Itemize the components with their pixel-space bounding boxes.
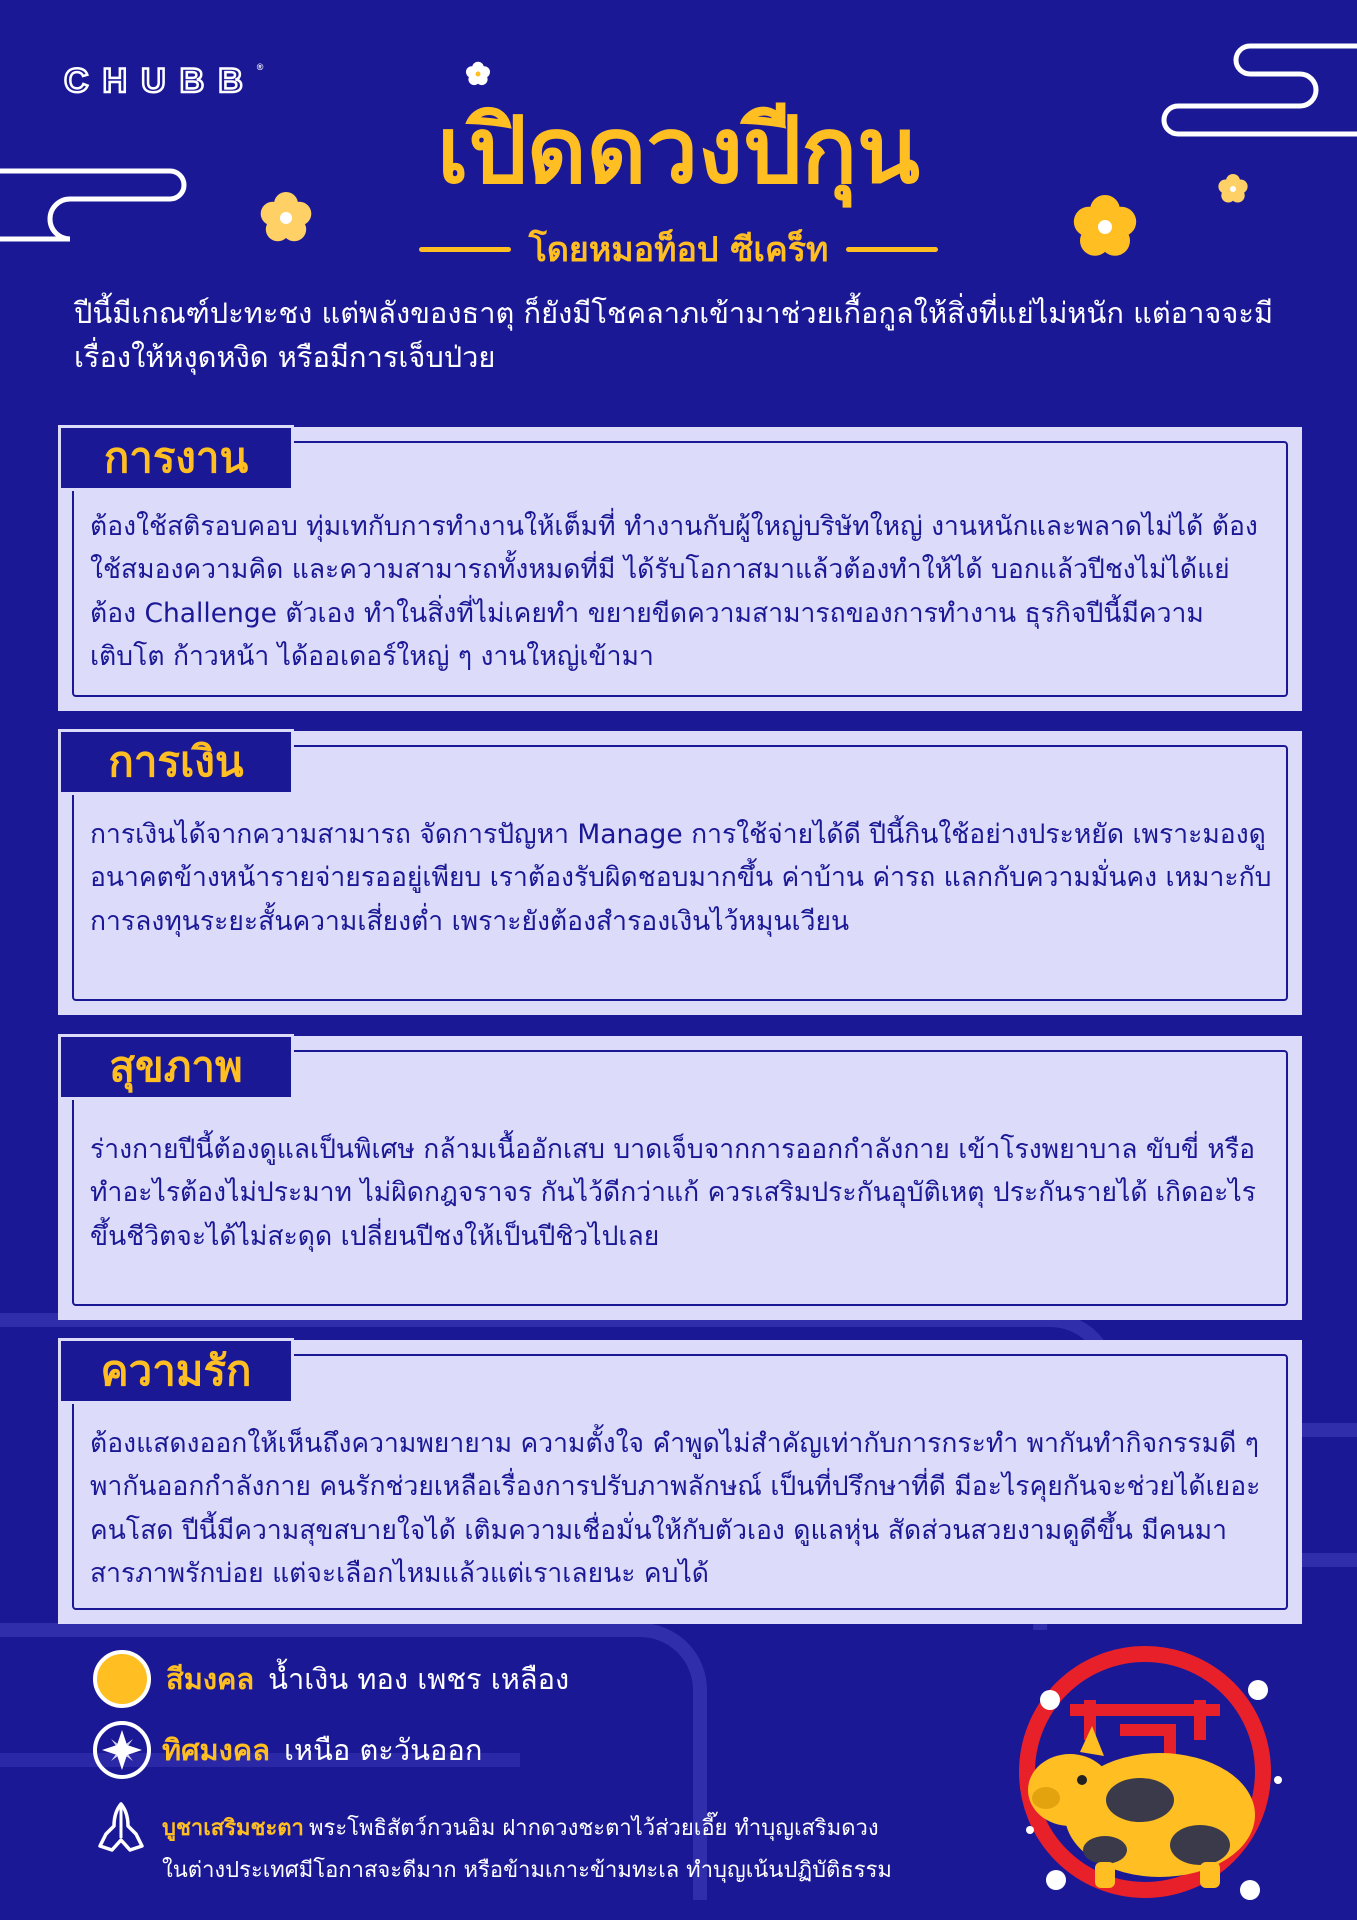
section-title: ความรัก [58, 1338, 294, 1404]
compass-star-icon [92, 1720, 152, 1780]
section-health [58, 1036, 1302, 1320]
worship-text-1: พระโพธิสัตว์กวนอิม ฝากดวงชะตาไว้ส่วยเอี๊ย ทำบุญเสริมดวง [309, 1816, 879, 1841]
lucky-color-row [92, 1649, 569, 1709]
golden-pig-icon [1010, 1640, 1300, 1910]
worship-text-2: ในต่างประเทศมีโอกาสจะดีมาก หรือข้ามเกาะข้ามทะเล ทำบุญเน้นปฏิบัติธรรม [162, 1858, 892, 1883]
subtitle-row [0, 222, 1357, 276]
yellow-circle-icon [92, 1649, 152, 1709]
lucky-color-value: น้ำเงิน ทอง เพชร เหลือง [268, 1662, 570, 1696]
section-finance [58, 731, 1302, 1015]
page-title: เปิดดวงปีกุน [437, 97, 920, 204]
section-love [58, 1340, 1302, 1624]
praying-hands-icon [92, 1798, 150, 1856]
intro-text: ปีนี้มีเกณฑ์ปะทะชง แต่พลังของธาตุ ก็ยังมีโชคลาภเข้ามาช่วยเกื้อกูลให้สิ่งที่แย่ไม่หนัก แต่อาจจะมีเรื่องให้หงุดหงิด หรือมีการเจ็บป่วย [74, 296, 1274, 374]
section-body: ร่างกายปีนี้ต้องดูแลเป็นพิเศษ กล้ามเนื้ออักเสบ บาดเจ็บจากการออกกำลังกาย เข้าโรงพยาบาล ขับขี่ หรือทำอะไรต้องไม่ประมาท ไม่ผิดกฎจราจร กันไว้ดีกว่าแก้ ควรเสริมประกันอุบัติเหตุ ประกันรายได้ เกิดอะไรขึ้นชีวิตจะได้ไม่สะดุด เปลี่ยนปีชงให้เป็นปีชิวไปเลย [90, 1134, 1256, 1252]
worship-line-1 [162, 1810, 879, 1845]
section-title: สุขภาพ [58, 1034, 294, 1100]
section-body: ต้องใช้สติรอบคอบ ทุ่มเทกับการทำงานให้เต็มที่ ทำงานกับผู้ใหญ่บริษัทใหญ่ งานหนักและพลาดไม่ได้ ต้องใช้สมองความคิด และความสามารถทั้งหมดที่มี ได้รับโอกาสมาแล้วต้องทำให้ได้ บอกแล้วปีชงไม่ได้แย่ ต้อง Challenge ตัวเอง ทำในสิ่งที่ไม่เคยทำ ขยายขีดความสามารถของการทำงาน ธุรกิจปีนี้มีความเติบโต ก้าวหน้า ได้ออเดอร์ใหญ่ ๆ งานใหญ่เข้ามา [90, 511, 1258, 673]
section-work [58, 427, 1302, 711]
lucky-direction-row [92, 1720, 482, 1780]
plum-blossom-icon [464, 60, 492, 88]
subtitle-line-left [419, 247, 511, 252]
lucky-color-label: สีมงคล [166, 1662, 255, 1696]
worship-label: บูชาเสริมชะตา [162, 1816, 304, 1841]
section-title: การงาน [58, 425, 294, 491]
section-body: ต้องแสดงออกให้เห็นถึงความพยายาม ความตั้งใจ คำพูดไม่สำคัญเท่ากับการกระทำ พากันทำกิจกรรมดี ๆ พากันออกกำลังกาย คนรักช่วยเหลือเรื่องการปรับภาพลักษณ์ เป็นที่ปรึกษาที่ดี มีอะไรคุยกันจะช่วยได้เยอะ คนโสด ปีนี้มีความสุขสบายใจได้ เติมความเชื่อมั่นให้กับตัวเอง ดูแลหุ่น สัดส่วนสวยงามดูดีขึ้น มีคนมาสารภาพรักบ่อย แต่จะเลือกไหมแล้วแต่เราเลยนะ คบได้ [90, 1428, 1261, 1590]
section-title: การเงิน [58, 729, 294, 795]
lucky-direction-value: เหนือ ตะวันออก [283, 1733, 483, 1767]
section-body: การเงินได้จากความสามารถ จัดการปัญหา Manage การใช้จ่ายได้ดี ปีนี้กินใช้อย่างประหยัด เพราะมองดูอนาคตข้างหน้ารายจ่ายรออยู่เพียบ เราต้องรับผิดชอบมากขึ้น ค่าบ้าน ค่ารถ แลกกับความมั่นคง เหมาะกับการลงทุนระยะสั้นความเสี่ยงต่ำ เพราะยังต้องสำรองเงินไว้หมุนเวียน [90, 819, 1272, 937]
subtitle-line-right [846, 247, 938, 252]
chubb-logo: CHUBB® [64, 62, 264, 100]
lucky-direction-label: ทิศมงคล [162, 1733, 270, 1767]
page-subtitle: โดยหมอท็อป ซีเคร็ท [528, 230, 829, 270]
